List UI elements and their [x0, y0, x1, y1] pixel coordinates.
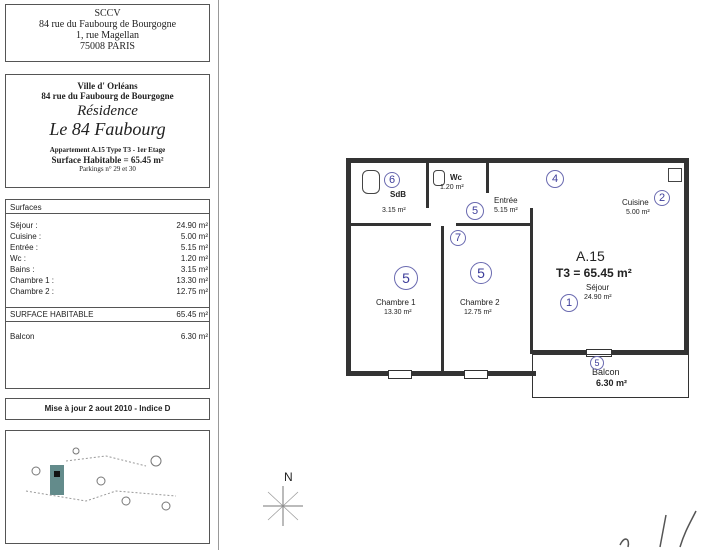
sidebar-divider — [218, 0, 219, 550]
total-divider-top — [6, 307, 209, 308]
hand-mark: 1 — [560, 294, 578, 312]
room-sejour-area: 24.90 m² — [584, 294, 612, 301]
compass-rose-icon — [258, 484, 308, 528]
residence-title-2: Le 84 Faubourg — [49, 119, 166, 139]
room-chambre2-area: 12.75 m² — [464, 309, 492, 316]
hand-mark: 5 — [466, 202, 484, 220]
room-chambre2-name: Chambre 2 — [460, 298, 500, 307]
handwritten-scribble — [600, 505, 720, 549]
room-cuisine-area: 5.00 m² — [626, 209, 650, 216]
bathtub-fixture — [362, 170, 380, 194]
wall-bedroom1-top — [351, 223, 431, 226]
company-address-2: 1, rue Magellan — [75, 30, 140, 41]
compass-north-label: N — [284, 470, 293, 484]
apt-id: A.15 — [576, 248, 605, 264]
update-note: Mise à jour 2 aout 2010 - Indice D — [5, 398, 210, 420]
wall-between-bedrooms — [441, 226, 444, 372]
hand-mark: 5 — [394, 266, 418, 290]
room-sdb-area: 3.15 m² — [382, 207, 406, 214]
room-balcon-name: Balcon — [592, 367, 620, 377]
total-divider-bottom — [6, 321, 209, 322]
site-map-box — [5, 430, 210, 544]
wall-sdb-right — [426, 163, 429, 208]
hand-mark: 4 — [546, 170, 564, 188]
wall-bedroom2-top — [456, 223, 531, 226]
apt-type: T3 = 65.45 m² — [556, 266, 632, 280]
apartment-info: Appartement A.15 Type T3 - 1er Etage — [49, 146, 166, 154]
floor-plan — [346, 158, 691, 400]
room-entree-area: 5.15 m² — [494, 207, 518, 214]
hand-mark: 5 — [470, 262, 492, 284]
room-sejour-name: Séjour — [586, 283, 610, 292]
sink-fixture — [668, 168, 682, 182]
wall-right — [684, 158, 689, 353]
room-entree-name: Entrée — [494, 196, 518, 205]
wall-top — [346, 158, 689, 163]
hand-mark: 7 — [450, 230, 466, 246]
residence-box — [5, 74, 210, 188]
city-name: Ville d' Orléans — [77, 81, 138, 91]
window-bedroom2 — [464, 370, 488, 379]
wall-wc-right — [486, 163, 489, 193]
room-wc-name: Wc — [450, 173, 462, 182]
company-address-3: 75008 PARIS — [80, 41, 135, 52]
surfaces-table: Surfaces Séjour : 24.90 m² Cuisine : 5.00 m² Entrée : 5.15 m² Wc : 1.20 m² Bains : 3.15 m² Chambre 1 : 13.30 m² Chambre 2 : 12.75 m² SURFACE HABITABLE 65.45 m² Balcon 6.30 m² — [5, 199, 210, 389]
wall-sejour-left — [530, 208, 533, 354]
room-sdb-name: SdB — [390, 190, 406, 199]
wall-left — [346, 158, 351, 376]
room-chambre1-area: 13.30 m² — [384, 309, 412, 316]
company-address-1: 84 rue du Faubourg de Bourgogne — [38, 19, 177, 30]
room-balcon-area: 6.30 m² — [596, 378, 628, 388]
residence-address: 84 rue du Faubourg de Bourgogne — [41, 91, 174, 101]
parkings-info: Parkings n° 29 et 30 — [79, 165, 136, 173]
window-bedroom1 — [388, 370, 412, 379]
hand-mark: 2 — [654, 190, 670, 206]
surface-habitable: Surface Habitable = 65.45 m² — [51, 155, 164, 165]
hand-mark: 6 — [384, 172, 400, 188]
site-map-sketch — [6, 431, 209, 543]
company-name: SCCV — [94, 8, 121, 19]
room-wc-area: 1.20 m² — [440, 184, 464, 191]
company-header-box — [5, 4, 210, 62]
residence-title-1: Résidence — [77, 103, 138, 119]
hand-mark: 5 — [590, 356, 604, 370]
surfaces-heading-divider — [6, 213, 209, 214]
surfaces-heading: Surfaces — [10, 203, 42, 212]
room-chambre1-name: Chambre 1 — [376, 298, 416, 307]
room-cuisine-name: Cuisine — [622, 198, 649, 207]
